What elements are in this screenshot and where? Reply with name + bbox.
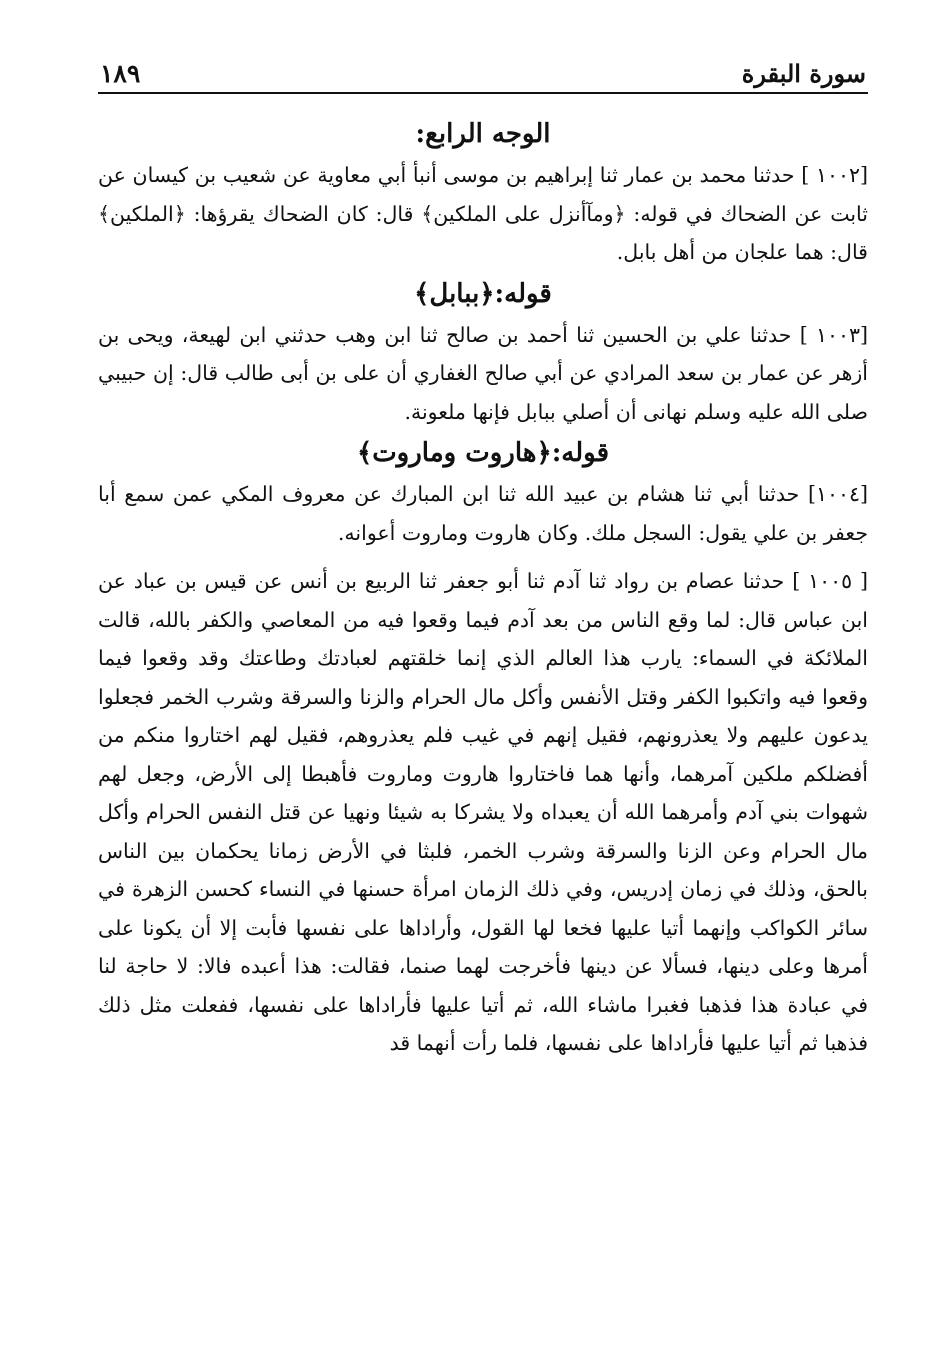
narration-1004: [98, 475, 868, 552]
narration-number: [١٠٠٣ ]: [799, 322, 868, 347]
narration-text: حدثنا أبي ثنا هشام بن عبيد الله ثنا ابن المبارك عن معروف المكي عمن سمع أبا جعفر بن علي يقول: السجل ملك. وكان هاروت وماروت أعوانه.: [98, 482, 868, 545]
narration-1003: [98, 316, 868, 432]
section-heading: الوجه الرابع:: [415, 119, 551, 149]
surah-name: سورة البقرة: [741, 59, 866, 88]
narration-text: حدثنا محمد بن عمار ثنا إبراهيم بن موسى أنبأ أبي معاوية عن شعيب بن كيسان عن ثابت عن الضحاك في قوله: ﴿ومآأنزل على الملكين﴾ قال: كان الضحاك يقرؤها: ﴿الملكين﴾ قال: هما علجان من أهل بابل.: [98, 163, 868, 264]
narration-1002: [98, 156, 868, 272]
narration-number: [١٠٠٤]: [807, 482, 868, 506]
section-heading: قوله:﴿ببابل﴾: [414, 278, 552, 309]
narration-1005: [98, 562, 868, 1063]
page-number: ١٨٩: [100, 59, 141, 88]
narration-number: [١٠٠٢ ]: [801, 163, 869, 187]
narration-number: [ ١٠٠٥ ]: [792, 569, 868, 593]
narration-text: حدثنا عصام بن رواد ثنا آدم ثنا أبو جعفر ثنا الربيع بن أنس عن قيس بن عباد عن ابن عباس قال: لما وقع الناس من بعد آدم فيما وقعوا فيه من المعاصي والكفر بالله، قالت الملائكة في السماء: يارب هذا العالم الذي إنما خلقتهم لعبادتك وطاعتك وقد وقعوا فيما وقعوا فيه واتكبوا الكفر وقتل الأنفس وأكل مال الحرام والزنا والسرقة وشرب الخمر فجعلوا يدعون عليهم ولا يعذرونهم، فقيل إنهم في غيب فلم يعذروهم، فقيل لهم اختاروا منكم من أفضلكم ملكين آمرهما، وأنها هما فاختاروا هاروت وماروت فأهبطا إلى الأرض، وجعل لهم شهوات بني آدم وأمرهما الله أن يعبداه ولا يشركا به شيئا ونهيا عن قتل النفس الحرام وأكل مال الحرام وعن الزنا والسرقة وشرب الخمر، فلبثا في الأرض زمانا يحكمان بين الناس بالحق، وذلك في زمان إدريس، وفي ذلك الزمان امرأة حسنها في النساء كحسن الزهرة في سائر الكواكب وإنهما أتيا عليها فخعا لها القول، وأراداها على نفسها فأبت إلا أن يكونا على أمرها وعلى دينها، فسألا عن دينها فأخرجت لهما صنما، فقالت: هذا أعبده فالا: لا حاجة لنا في عبادة هذا فذهبا فغبرا ماشاء الله، ثم أتيا عليها فأراداها على نفسها، ففعلت مثل ذلك فذهبا ثم أتيا عليها فأراداها على نفسها، فلما رأت أنهما قد: [98, 569, 868, 1055]
section-heading: قوله:﴿هاروت وماروت﴾: [356, 438, 610, 468]
running-header: [98, 48, 868, 94]
document-page: [98, 48, 868, 1063]
narration-text: حدثنا علي بن الحسين ثنا أحمد بن صالح ثنا ابن وهب حدثني ابن لهيعة، ويحى بن أزهر عن عمار بن سعد المرادي عن أبي صالح الغفاري أن على بن أبى طالب قال: إن حبيبي صلى الله عليه وسلم نهانى أن أصلي ببابل فإنها ملعونة.: [98, 322, 868, 424]
